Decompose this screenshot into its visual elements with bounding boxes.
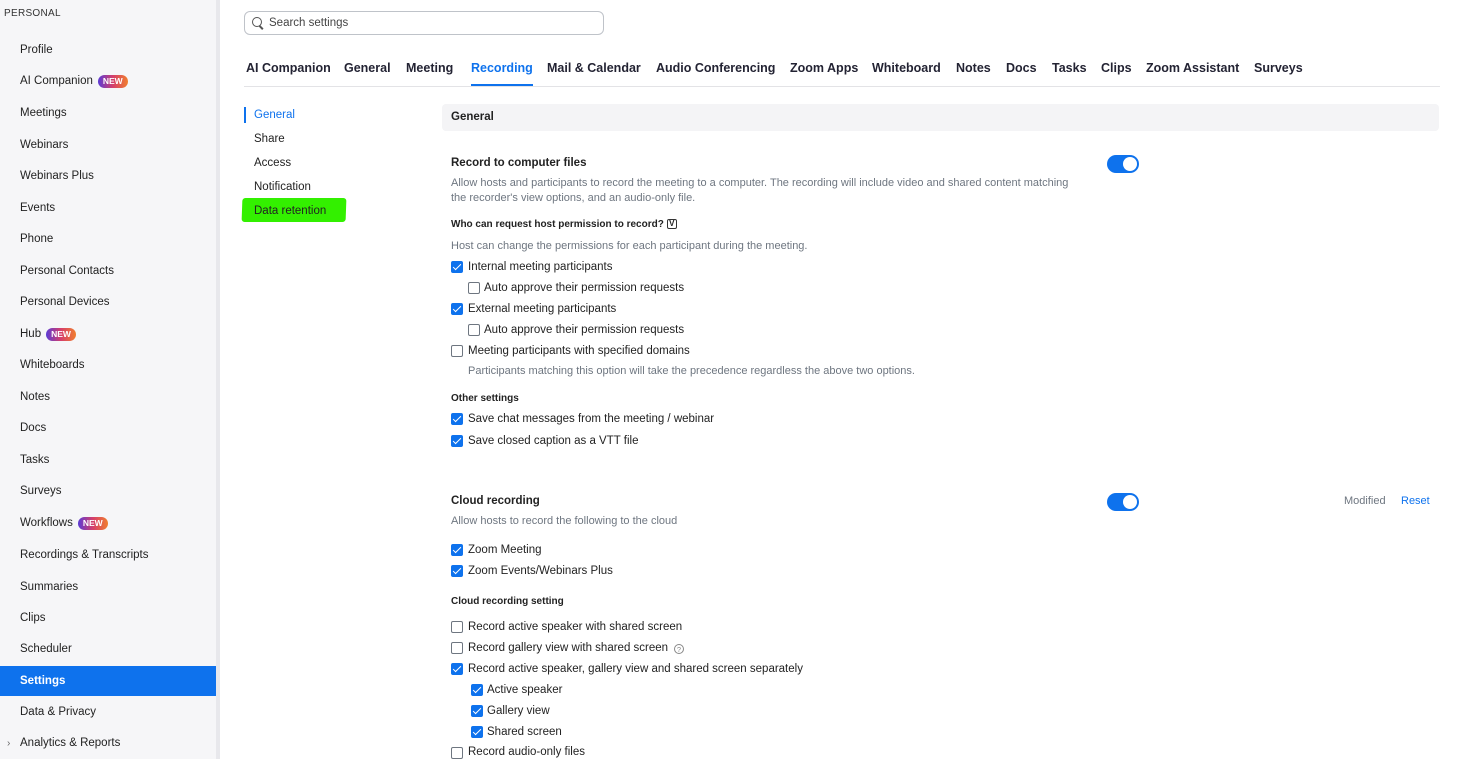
- sidebar-item-webinars-plus[interactable]: Webinars Plus: [20, 170, 94, 182]
- internal-auto-approve-checkbox[interactable]: [468, 282, 480, 294]
- help-icon[interactable]: ?: [674, 644, 684, 654]
- sidebar-item-personal-devices[interactable]: Personal Devices: [20, 296, 110, 308]
- sidebar-item-data-privacy[interactable]: Data & Privacy: [20, 706, 97, 718]
- sidebar-item-summaries[interactable]: Summaries: [20, 581, 79, 593]
- tab-recording[interactable]: Recording: [471, 61, 533, 75]
- cloud-recording-title: Cloud recording: [451, 495, 540, 507]
- search-input[interactable]: [269, 17, 589, 29]
- gallery-shared-label: Record gallery view with shared screen: [468, 642, 669, 654]
- info-v-icon[interactable]: V: [667, 219, 677, 229]
- settings-tabs: [244, 55, 1440, 87]
- search-icon: [251, 16, 265, 30]
- gallery-view-checkbox[interactable]: [471, 705, 483, 717]
- record-to-computer-toggle[interactable]: [1107, 155, 1139, 173]
- save-caption-label: Save closed caption as a VTT file: [468, 435, 639, 447]
- permission-title: Who can request host permission to record? V: [451, 219, 677, 230]
- record-to-computer-title: Record to computer files: [451, 157, 587, 169]
- sidebar-item-tasks[interactable]: Tasks: [20, 454, 50, 466]
- subnav-access[interactable]: Access: [254, 157, 292, 169]
- subnav-active-indicator: [244, 107, 246, 123]
- cloud-recording-desc: Allow hosts to record the following to the cloud: [451, 515, 678, 527]
- sidebar-item-phone[interactable]: Phone: [20, 233, 54, 245]
- chevron-right-icon: ›: [7, 737, 11, 749]
- internal-participants-checkbox[interactable]: [451, 261, 463, 273]
- sidebar-item-clips[interactable]: Clips: [20, 612, 46, 624]
- tab-ai-companion[interactable]: AI Companion: [246, 61, 331, 75]
- zoom-events-checkbox[interactable]: [451, 565, 463, 577]
- sidebar-item-notes[interactable]: Notes: [20, 391, 51, 403]
- tab-clips[interactable]: Clips: [1101, 61, 1132, 75]
- sidebar-item-ai-companion[interactable]: AI Companion NEW: [0, 66, 216, 96]
- tab-meeting[interactable]: Meeting: [406, 61, 454, 75]
- save-chat-label: Save chat messages from the meeting / webinar: [468, 413, 715, 425]
- sidebar-section-label: PERSONAL: [4, 8, 61, 19]
- record-to-computer-desc: Allow hosts and participants to record the meeting to a computer. The recording will include video and shared content matching the recorder's view options, and an audio-only file.: [451, 177, 1069, 204]
- specified-domains-checkbox[interactable]: [451, 345, 463, 357]
- sidebar-item-events[interactable]: Events: [20, 202, 56, 214]
- new-badge: NEW: [98, 75, 128, 88]
- tab-general[interactable]: General: [344, 61, 391, 75]
- specified-domains-desc: Participants matching this option will take the precedence regardless the above two options.: [468, 365, 915, 377]
- sidebar-item-personal-contacts[interactable]: Personal Contacts: [20, 265, 114, 277]
- new-badge: NEW: [46, 328, 76, 341]
- sidebar-item-workflows[interactable]: Workflows NEW: [0, 508, 216, 538]
- audio-only-label: Record audio-only files: [468, 746, 585, 758]
- subnav-data-retention[interactable]: Data retention: [254, 205, 327, 217]
- sidebar-item-profile[interactable]: Profile: [20, 44, 53, 56]
- save-chat-checkbox[interactable]: [451, 413, 463, 425]
- internal-auto-approve-label: Auto approve their permission requests: [484, 282, 685, 294]
- active-speaker-checkbox[interactable]: [471, 684, 483, 696]
- zoom-events-label: Zoom Events/Webinars Plus: [468, 565, 613, 577]
- save-caption-checkbox[interactable]: [451, 435, 463, 447]
- tab-zoom-assistant[interactable]: Zoom Assistant: [1146, 61, 1240, 75]
- specified-domains-label: Meeting participants with specified domains: [468, 345, 690, 357]
- tab-audio-conferencing[interactable]: Audio Conferencing: [656, 61, 776, 75]
- sidebar-item-hub[interactable]: Hub NEW: [0, 319, 216, 349]
- zoom-meeting-checkbox[interactable]: [451, 544, 463, 556]
- external-auto-approve-checkbox[interactable]: [468, 324, 480, 336]
- tab-surveys[interactable]: Surveys: [1254, 61, 1303, 75]
- subnav-general[interactable]: General: [254, 109, 295, 121]
- shared-screen-checkbox[interactable]: [471, 726, 483, 738]
- subnav-notification[interactable]: Notification: [254, 181, 311, 193]
- active-speaker-shared-label: Record active speaker with shared screen: [468, 621, 683, 633]
- sidebar-item-meetings[interactable]: Meetings: [20, 107, 67, 119]
- modified-label: Modified: [1344, 495, 1386, 507]
- tab-docs[interactable]: Docs: [1006, 61, 1037, 75]
- shared-screen-label: Shared screen: [487, 726, 562, 738]
- tab-notes[interactable]: Notes: [956, 61, 991, 75]
- search-box[interactable]: [244, 11, 604, 35]
- cloud-recording-setting-title: Cloud recording setting: [451, 596, 564, 607]
- audio-only-checkbox[interactable]: [451, 747, 463, 759]
- sidebar: [0, 0, 216, 759]
- other-settings-title: Other settings: [451, 393, 519, 404]
- subnav-share[interactable]: Share: [254, 133, 285, 145]
- tab-zoom-apps[interactable]: Zoom Apps: [790, 61, 859, 75]
- sidebar-item-analytics-reports[interactable]: › Analytics & Reports: [7, 737, 121, 749]
- section-header: General: [442, 104, 1439, 131]
- reset-link[interactable]: Reset: [1401, 495, 1430, 507]
- gallery-view-label: Gallery view: [487, 705, 550, 717]
- sidebar-item-docs[interactable]: Docs: [20, 422, 47, 434]
- sidebar-item-surveys[interactable]: Surveys: [20, 485, 62, 497]
- external-auto-approve-label: Auto approve their permission requests: [484, 324, 685, 336]
- cloud-recording-toggle[interactable]: [1107, 493, 1139, 511]
- record-separately-label: Record active speaker, gallery view and shared screen separately: [468, 663, 803, 675]
- active-tab-indicator: [471, 84, 533, 86]
- new-badge: NEW: [78, 517, 108, 530]
- sidebar-item-whiteboards[interactable]: Whiteboards: [20, 359, 85, 371]
- internal-participants-label: Internal meeting participants: [468, 261, 613, 273]
- gallery-shared-checkbox[interactable]: [451, 642, 463, 654]
- active-speaker-label: Active speaker: [487, 684, 563, 696]
- tab-whiteboard[interactable]: Whiteboard: [872, 61, 941, 75]
- active-speaker-shared-checkbox[interactable]: [451, 621, 463, 633]
- sidebar-item-recordings-transcripts[interactable]: Recordings & Transcripts: [20, 549, 149, 561]
- external-participants-label: External meeting participants: [468, 303, 617, 315]
- tab-mail-calendar[interactable]: Mail & Calendar: [547, 61, 641, 75]
- tab-tasks[interactable]: Tasks: [1052, 61, 1087, 75]
- sidebar-item-settings[interactable]: Settings: [0, 666, 216, 696]
- sidebar-item-scheduler[interactable]: Scheduler: [20, 643, 72, 655]
- permission-desc: Host can change the permissions for each participant during the meeting.: [451, 240, 808, 252]
- zoom-meeting-label: Zoom Meeting: [468, 544, 542, 556]
- external-participants-checkbox[interactable]: [451, 303, 463, 315]
- record-separately-checkbox[interactable]: [451, 663, 463, 675]
- sidebar-item-webinars[interactable]: Webinars: [20, 139, 69, 151]
- sidebar-divider: [216, 0, 220, 759]
